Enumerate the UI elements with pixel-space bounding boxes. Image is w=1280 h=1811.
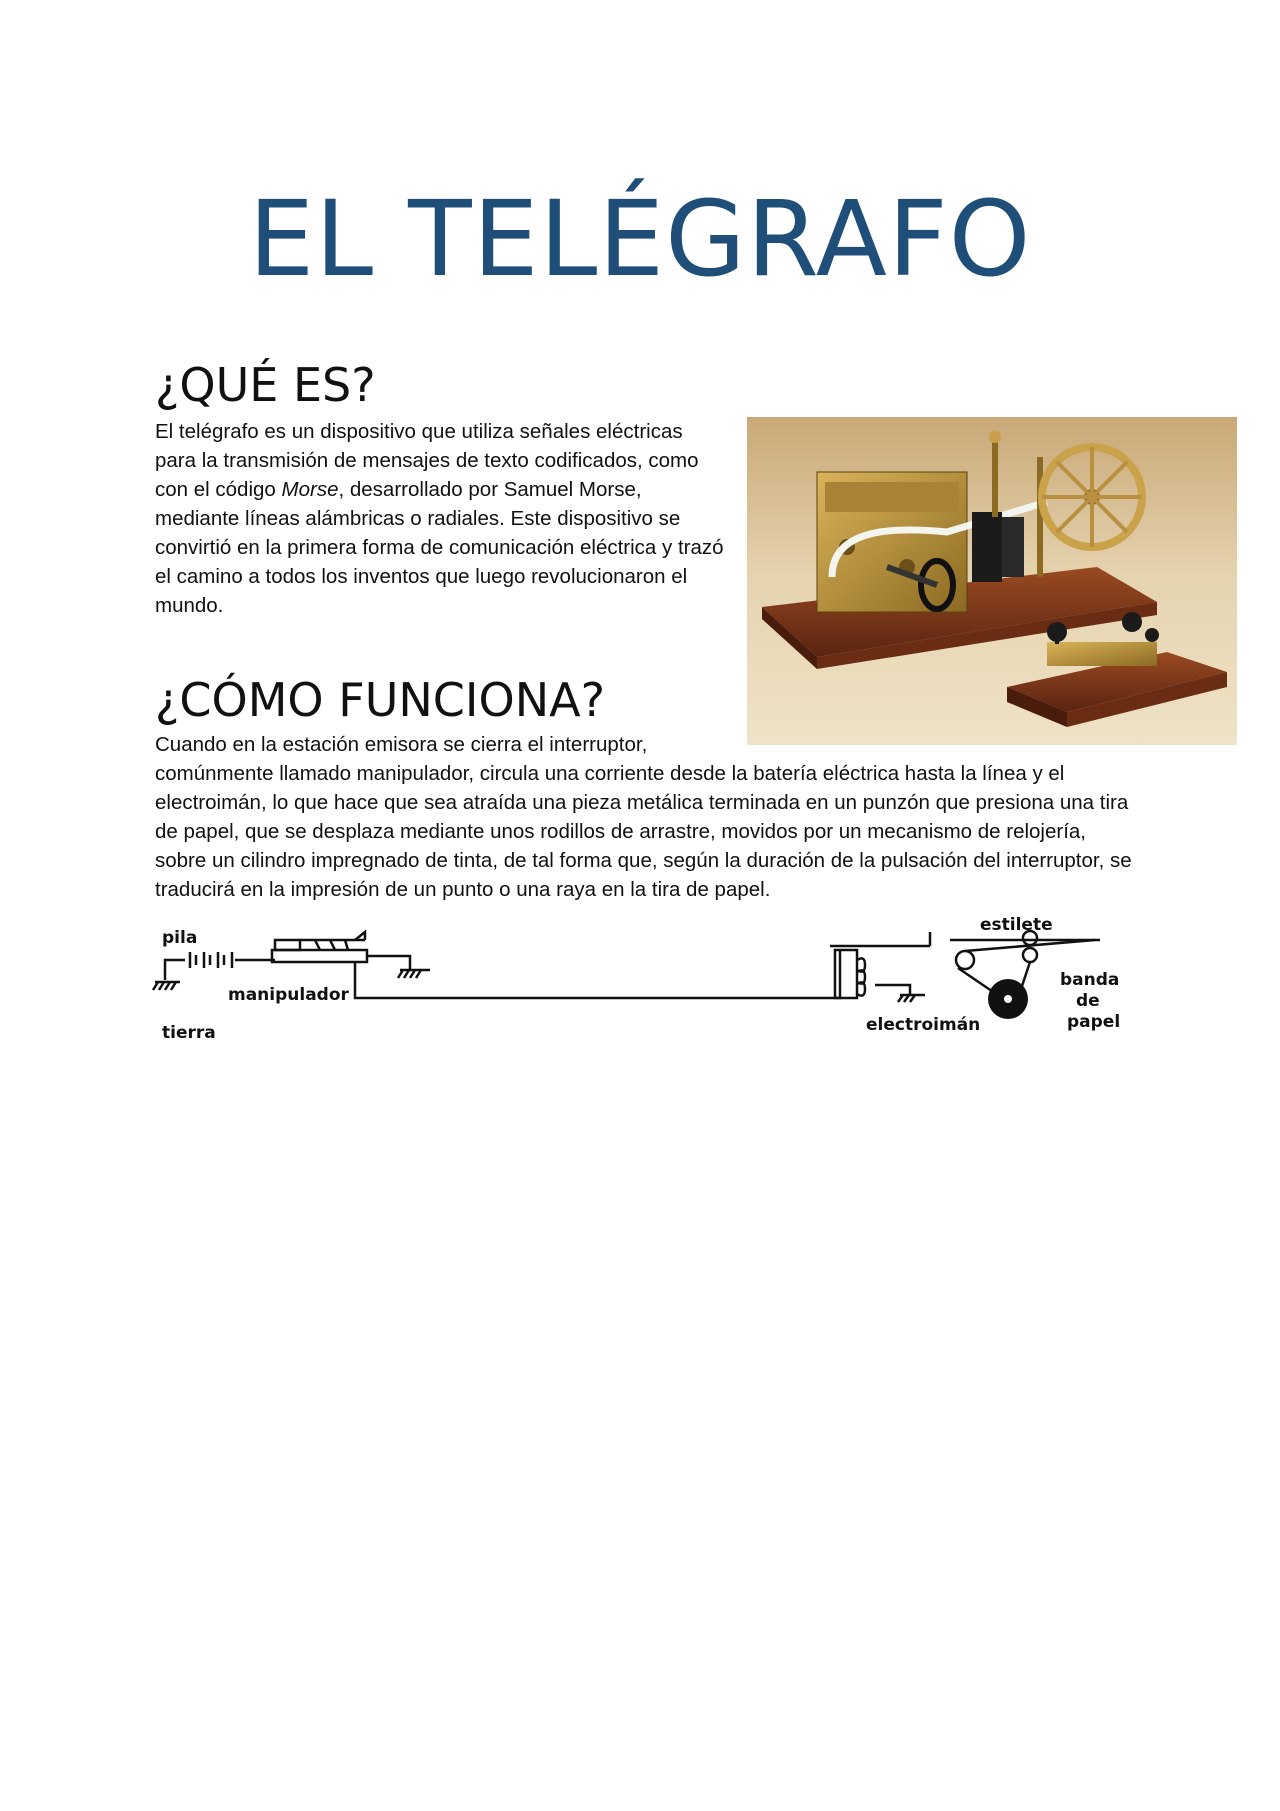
label-manipulador: manipulador (228, 985, 349, 1005)
section-heading-como-funciona: ¿CÓMO FUNCIONA? (155, 673, 605, 727)
paragraph-lead: Cuando en la estación emisora se cierra el interruptor, (155, 733, 648, 756)
label-pila: pila (162, 928, 198, 948)
italic-term: Morse (281, 478, 339, 501)
label-de: de (1076, 991, 1100, 1011)
page-title: EL TELÉGRAFO (248, 178, 1032, 300)
telegraph-apparatus-photo (747, 417, 1237, 745)
paragraph-como-funciona (155, 730, 1135, 904)
label-papel: papel (1067, 1012, 1121, 1032)
label-estilete: estilete (980, 915, 1053, 935)
paragraph-text: El telégrafo es un dispositivo que utiliza señales eléctricas para la transmisión de mensajes de texto codificados, como con el código (155, 420, 699, 501)
label-electroiman: electroimán (866, 1015, 981, 1035)
paragraph-text: , desarrollado por Samuel Morse, mediante líneas alámbricas o radiales. Este dispositivo se convirtió en la primera forma de comunicación eléctrica y trazó el camino a todos los inventos que luego revolucionaron el mundo. (155, 478, 724, 617)
paragraph-text: comúnmente llamado manipulador, circula una corriente desde la batería eléctrica hasta la línea y el electroimán, lo que hace que sea atraída una pieza metálica terminada en un punzón que presiona una tira de papel, que se desplaza mediante unos rodillos de arrastre, movidos por un mecanismo de relojería, sobre un cilindro impregnado de tinta, de tal forma que, según la duración de la pulsación del interruptor, se traducirá en la impresión de un punto o una raya en la tira de papel. (155, 762, 1132, 901)
label-banda: banda (1060, 970, 1120, 990)
paragraph-que-es (155, 417, 725, 620)
section-heading-que-es: ¿QUÉ ES? (155, 358, 376, 412)
telegraph-circuit-diagram (150, 910, 1140, 1060)
label-tierra: tierra (162, 1023, 216, 1043)
